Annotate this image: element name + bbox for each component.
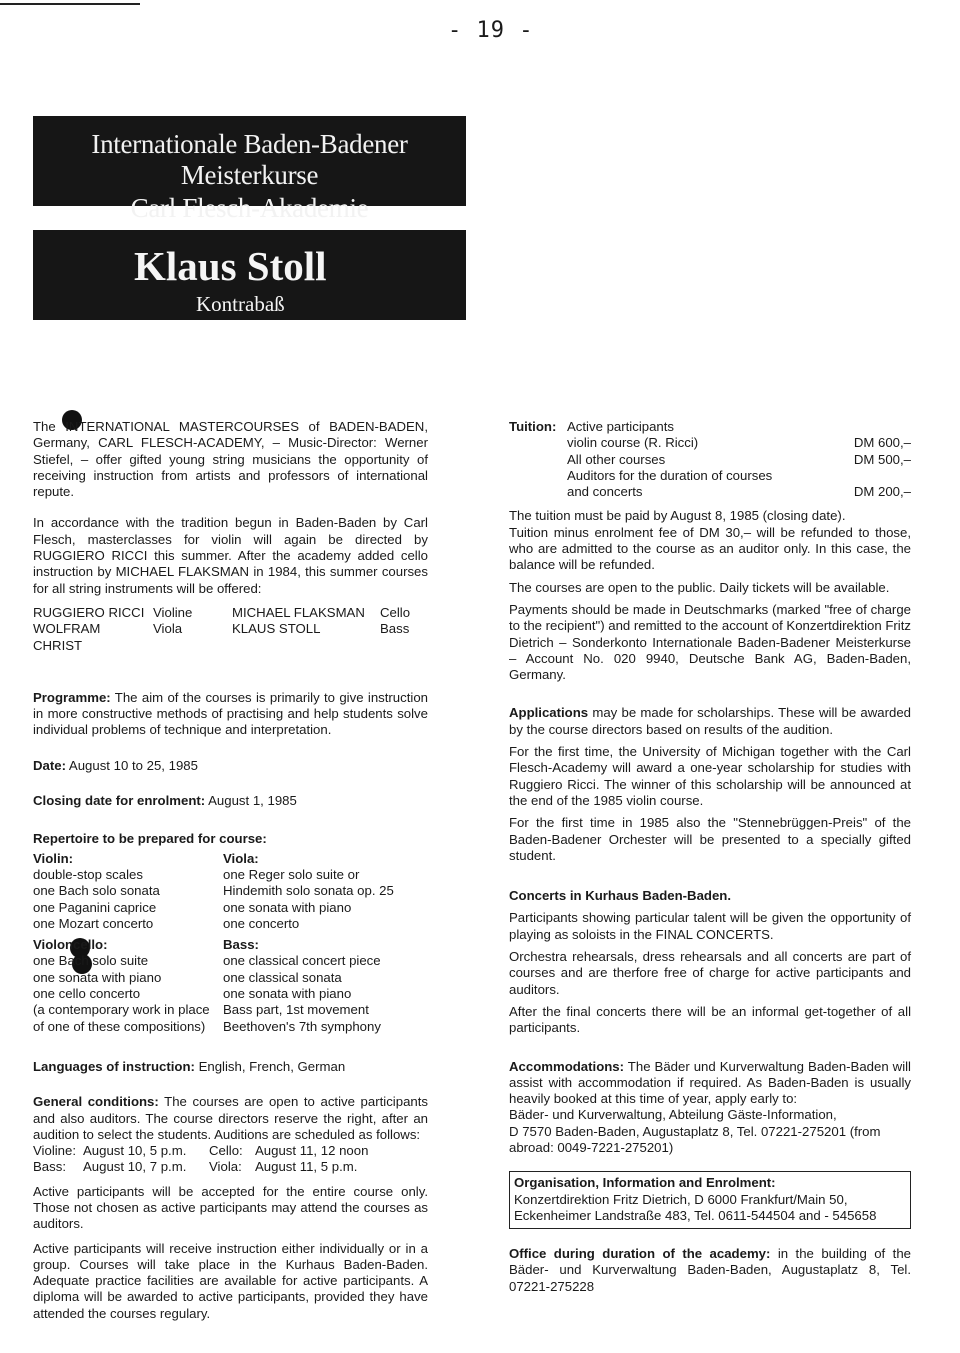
repertoire-cello-bass: Violoncello: one Bach solo suite one sonata with piano one cello concerto (a contemporary work in place of one of these compositions) Bass: one classical concert piece one classical sonata one sonata with piano Bass part, 1st movement Beethoven's 7th symphony	[33, 937, 381, 1034]
accommodations-address: D 7570 Baden-Baden, Augustaplatz 8, Tel. 07221-275201 (from abroad: 0049-7221-275201)	[509, 1123, 881, 1155]
instruction-paragraph: Active participants will receive instruction either individually or in a group. Courses will take place in the Kurhaus Baden-Baden. Adequate practice facilities are available for active participants. A diploma will be awarded to active participants, provided they have attended the courses regulary.	[33, 1240, 428, 1321]
repertoire-item: Beethoven's 7th symphony	[223, 1018, 381, 1034]
audition-row: Bass: August 10, 7 p.m. Viola: August 11, 5 p.m.	[33, 1159, 358, 1175]
academy-banner	[33, 116, 466, 223]
stennebruggen-paragraph: For the first time in 1985 also the "Stennebrüggen-Preis" of the Baden-Badener Orchester will be presented to a specially gifted student.	[509, 815, 911, 863]
audition-schedule	[33, 1143, 428, 1176]
tuition-paid-line: The tuition must be paid by August 8, 1985 (closing date).	[509, 508, 846, 524]
repertoire-item: one Paganini caprice	[33, 899, 157, 915]
artist-name: Klaus Stoll	[134, 243, 327, 289]
repertoire-item: one cello concerto	[33, 986, 141, 1002]
accommodations-address: Bäder- und Kurverwaltung, Abteilung Gäste-Information,	[509, 1107, 837, 1123]
office-paragraph: Office during duration of the academy: in the building of the Bäder- und Kurverwaltung Baden-Baden, Augustaplatz 8, Tel. 07221-275228	[509, 1246, 911, 1294]
tradition-paragraph: In accordance with the tradition begun in Baden-Baden by Carl Flesch, masterclasses for violin will again be directed by RUGGIERO RICCI this summer. After the academy added cello instruction by MICHAEL FLAKSMAN in 1984, this summer courses for all string instruments will be offered:	[33, 515, 428, 596]
artist-instrument: Kontrabaß	[196, 292, 285, 316]
tuition-row: All other courses DM 500,–	[567, 451, 911, 467]
payments-paragraph: Payments should be made in Deutschmarks (marked "free of charge to the recipient") and remitted to the account of Konzertdirektion Fritz Dietrich – Sonderkonto Internationale Baden-Badener Meisterkurse – Account No. 020 9940, Deutsche Bank AG, Baden-Baden, Germany.	[509, 601, 911, 683]
concerts-title: Concerts in Kurhaus Baden-Baden.	[509, 888, 732, 904]
after-paragraph: After the final concerts there will be an informal get-together of all participants.	[509, 1003, 911, 1036]
faculty-row: RUGGIERO RICCI Violine MICHAEL FLAKSMAN Cello	[33, 604, 411, 620]
organisation-box	[509, 1171, 911, 1229]
applications-paragraph: Applications may be made for scholarships. These will be awarded by the course directors based on results of the audition.	[509, 705, 911, 737]
public-line: The courses are open to the public. Daily tickets will be available.	[509, 579, 890, 595]
repertoire-item: one sonata with piano	[223, 899, 352, 915]
top-rule	[0, 3, 140, 5]
banner-title: Internationale Baden-Badener Meisterkurse	[91, 129, 408, 190]
faculty-list	[33, 605, 428, 654]
tuition-row: Active participants	[567, 419, 675, 434]
repertoire-item: one concerto	[223, 915, 300, 931]
repertoire-item: one sonata with piano	[223, 986, 352, 1002]
faculty-row: WOLFRAM CHRIST Viola KLAUS STOLL Bass	[33, 621, 410, 653]
programme-paragraph: Programme: The aim of the courses is primarily to give instruction in more constructive methods of practising and help students solve individual problems of technique and interpretation.	[33, 689, 428, 738]
artist-banner	[33, 230, 466, 320]
languages-line: Languages of instruction: English, French, German	[33, 1058, 346, 1074]
closing-date-line: Closing date for enrolment: August 1, 1985	[33, 793, 297, 809]
general-conditions-paragraph: General conditions: The courses are open to active participants and also auditors. The course directors reserve the right, after an audition to select the students. Auditions are scheduled as follows:	[33, 1094, 428, 1142]
organisation-line: Konzertdirektion Fritz Dietrich, D 6000 Frankfurt/Main 50,	[514, 1191, 848, 1207]
banner-subtitle: Carl Flesch-Akademie	[130, 193, 369, 223]
date-line: Date: August 10 to 25, 1985	[33, 757, 198, 773]
repertoire-item: one Bach solo sonata	[33, 883, 160, 899]
repertoire-item: one sonata with piano	[33, 969, 162, 985]
refund-paragraph: Tuition minus enrolment fee of DM 30,– will be refunded to those, who are admitted to the course as an auditor only. In this case, the balance will be refunded.	[509, 524, 911, 573]
repertoire-item: one Bach solo suite	[33, 953, 149, 969]
repertoire-title: Repertoire to be prepared for course:	[33, 831, 267, 847]
left-column	[33, 419, 428, 1322]
page-number: - 19 -	[448, 18, 534, 43]
repertoire-item: one classical sonata	[223, 969, 342, 985]
repertoire-item: Hindemith solo sonata op. 25	[223, 883, 394, 899]
repertoire-item: one classical concert piece	[223, 953, 381, 969]
tuition-table	[509, 419, 911, 500]
repertoire-item: of one of these compositions)	[33, 1018, 206, 1034]
intro-paragraph: The INTERNATIONAL MASTERCOURSES of BADEN-BADEN, Germany, CARL FLESCH-ACADEMY, – Music-Director: Werner Stiefel, – offer gifted young string musicians the opportunity of receiving instruction from artists and professors of international repute.	[33, 419, 428, 500]
tuition-row: violin course (R. Ricci) DM 600,–	[567, 435, 911, 451]
tuition-row: Auditors for the duration of courses	[567, 467, 773, 483]
tuition-row: and concerts DM 200,–	[567, 484, 911, 500]
tuition-label: Tuition:	[509, 419, 557, 434]
organisation-line: Eckenheimer Landstraße 483, Tel. 0611-544504 and - 545658	[514, 1207, 877, 1223]
repertoire-item: Bass part, 1st movement	[223, 1002, 369, 1018]
audition-row: Violine: August 10, 5 p.m. Cello: August 11, 12 noon	[33, 1143, 369, 1159]
accommodations-paragraph: Accommodations: The Bäder und Kurverwaltung Baden-Baden will assist with accommodation if required. As Baden-Baden is usually heavily booked at this time of year, apply early to:	[509, 1058, 911, 1107]
repertoire-item: one Reger solo suite or	[223, 866, 360, 882]
orchestra-paragraph: Orchestra rehearsals, dress rehearsals and all concerts are part of courses and are therfore free of charge for active participants and auditors.	[509, 949, 911, 997]
organisation-title: Organisation, Information and Enrolment:	[514, 1175, 776, 1191]
talent-paragraph: Participants showing particular talent will be given the opportunity of playing as soloists in the FINAL CONCERTS.	[509, 910, 911, 942]
repertoire-item: double-stop scales	[33, 866, 143, 882]
repertoire-violin-viola: Violin: double-stop scales one Bach solo sonata one Paganini caprice one Mozart concerto Viola: one Reger solo suite or Hindemith solo sonata op. 25 one sonata with piano one concerto	[33, 850, 394, 931]
repertoire-item: (a contemporary work in place	[33, 1002, 210, 1018]
accepted-paragraph: Active participants will be accepted for the entire course only. Those not chosen as active participants may attend the courses as auditors.	[33, 1183, 428, 1232]
michigan-paragraph: For the first time, the University of Michigan together with the Carl Flesch-Academy will award a one-year scholarship for studies with Ruggiero Ricci. The winner of this scholarship will be announced at the end of the 1985 violin course.	[509, 744, 911, 808]
repertoire-item: one Mozart concerto	[33, 915, 154, 931]
right-column	[509, 419, 911, 1295]
